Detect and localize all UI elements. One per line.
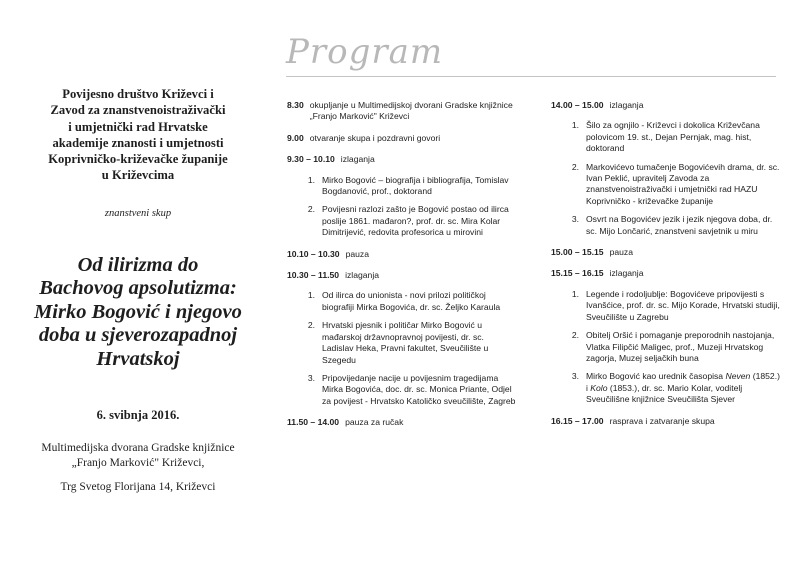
session-time: 10.10 – 10.30 <box>287 248 340 259</box>
talk-text: Hrvatski pjesnik i političar Mirko Bogović u mađarskoj državnopravnoj povijesti, dr. sc. Ladislav Heka, Pravni fakultet, Sveučilište u Szegedu <box>322 320 489 365</box>
session-time: 9.30 – 10.10 <box>287 154 335 165</box>
talk-text-part: (1852.) i <box>586 371 780 393</box>
address: Trg Svetog Florijana 14, Križevci <box>60 481 216 493</box>
talk-number: 3. <box>307 372 315 383</box>
session-time: 14.00 – 15.00 <box>551 100 604 110</box>
talk-text-part: (1853.), dr. sc. Mario Kolar, voditelj Sveučilišne knjižnice Sveučilišta Sjever <box>586 382 743 405</box>
event-type: znanstveni skup <box>104 208 172 219</box>
talk-item <box>287 290 517 313</box>
session-label: pauza <box>609 247 633 258</box>
heading-divider <box>286 76 776 77</box>
talk-text: Mirko Bogović – biografija i bibliografija, Tomislav Bogdanović, prof., doktorand <box>322 174 509 197</box>
session-time: 8.30 <box>287 100 304 110</box>
venue-line: „Franjo Marković" Križevci, <box>71 456 205 469</box>
organizers <box>22 86 254 184</box>
talk-text: Osvrt na Bogovićev jezik i jezik njegova doba, dr. sc. Mijo Lončarić, znanstveni savjetnik u miru <box>586 214 773 236</box>
title-line: Bachovog apsolutizma: <box>39 277 237 300</box>
session-label: otvaranje skupa i pozdravni govori <box>309 132 441 143</box>
talk-item <box>287 320 517 366</box>
event-title <box>14 254 262 371</box>
journal-title: Kolo <box>590 382 608 393</box>
venue-line: Multimedijska dvorana Gradske knjižnice <box>41 442 235 454</box>
talk-text: Pripovijedanje nacije u povijesnim tragedijama Mirka Bogovića, doc. dr. sc. Monica Priante, Odjel za povijest - Hrvatsko Katoličko sveučilište, Zagreb <box>322 372 516 406</box>
talk-text: Legende i rodoljublje: Bogovićeve pripovijesti s Ivanšćice, prof. dr. sc. Mijo Korade, Hrvatski studiji, Sveučilište u Zagrebu <box>586 288 780 322</box>
session <box>287 133 517 144</box>
talk-number: 2. <box>307 320 315 331</box>
organizer-line: Zavod za znanstvenoistraživački <box>50 103 226 118</box>
organizer-line: Koprivničko-križevačke županije <box>48 152 228 167</box>
session <box>551 268 783 279</box>
session-time: 11.50 – 14.00 <box>287 417 340 428</box>
program-heading: Program <box>286 32 444 72</box>
invitation-cover <box>0 0 276 566</box>
session-time: 10.30 – 11.50 <box>287 270 340 281</box>
talk-item <box>551 162 783 208</box>
talk-list <box>551 289 783 406</box>
session <box>287 417 517 428</box>
title-line: doba u sjeverozapadnoj <box>38 324 238 347</box>
journal-title: Neven <box>725 371 751 382</box>
session-label: izlaganja <box>609 268 644 279</box>
session-label: izlaganja <box>345 270 380 281</box>
session-label: rasprava i zatvaranje skupa <box>609 415 715 426</box>
title-line: Od ilirizma do <box>77 254 199 276</box>
title-line: Hrvatskoj <box>96 347 180 370</box>
session <box>287 154 517 165</box>
talk-item <box>551 289 783 323</box>
talk-number: 1. <box>307 290 315 301</box>
session <box>287 270 517 281</box>
talk-item <box>287 175 517 198</box>
talk-number: 2. <box>571 330 579 341</box>
talk-item <box>287 204 517 238</box>
organizer-line: u Križevcima <box>101 168 175 183</box>
talk-item <box>551 330 783 364</box>
session <box>287 249 517 260</box>
venue <box>0 441 276 470</box>
talk-list <box>287 175 517 239</box>
organizer-line: akademije znanosti i umjetnosti <box>52 135 224 150</box>
session-time: 15.15 – 16.15 <box>551 268 604 279</box>
talk-text: Šilo za ognjilo - Križevci i dokolica Križevčana polovicom 19. st., Dejan Pernjak, mag. hist, doktorand <box>586 120 760 154</box>
program-column-1 <box>287 100 517 439</box>
session-time: 15.00 – 15.15 <box>551 247 604 258</box>
talk-list <box>551 120 783 237</box>
talk-list <box>287 290 517 407</box>
talk-item <box>551 214 783 237</box>
session <box>287 100 517 123</box>
talk-number: 1. <box>571 120 579 131</box>
talk-number: 3. <box>571 214 579 225</box>
talk-number: 1. <box>307 174 315 185</box>
talk-text: Obitelj Oršić i pomaganje preporodnih nastojanja, Vlatka Filipčić Maligec, prof., Muzeji Hrvatskog zagorja, Muzej seljačkih buna <box>586 330 775 363</box>
talk-item <box>287 373 517 407</box>
talk-text: Povijesni razlozi zašto je Bogović postao od ilirca poslije 1861. mađaron?, prof. dr. sc. Mira Kolar Dimitrijević, redovita profesorica u mirovini <box>322 204 509 238</box>
title-line: Mirko Bogović i njegovo <box>34 300 242 323</box>
talk-number: 3. <box>571 371 579 382</box>
session <box>551 247 783 258</box>
session-label: pauza <box>345 248 369 259</box>
session-time: 16.15 – 17.00 <box>551 415 604 426</box>
event-date: 6. svibnja 2016. <box>96 408 180 422</box>
session <box>551 416 783 427</box>
organizer-line: i umjetnički rad Hrvatske <box>68 119 208 134</box>
talk-item <box>551 120 783 154</box>
talk-text-part: Mirko Bogović kao urednik časopisa <box>586 371 726 382</box>
talk-item <box>551 371 783 405</box>
session-label: izlaganja <box>340 154 375 165</box>
talk-text <box>586 371 783 405</box>
session-label: pauza za ručak <box>345 417 404 428</box>
organizer-line: Povijesno društvo Križevci i <box>62 87 214 101</box>
talk-number: 2. <box>571 161 579 172</box>
session <box>551 100 783 111</box>
program-column-2 <box>551 100 783 437</box>
talk-text: Od ilirca do unionista - novi prilozi političkoj biografiji Mirka Bogovića, dr. sc. Željko Karaula <box>322 290 501 312</box>
session-time: 9.00 <box>287 132 304 143</box>
talk-text: Markovićevo tumačenje Bogovićevih drama, dr. sc. Ivan Peklić, upravitelj Zavoda za znanstvenoistraživački i umjetnički rad HAZU Koprivničko - križevačke županije <box>586 161 780 206</box>
session-label: izlaganja <box>609 100 644 110</box>
session-label: okupljanje u Multimedijskoj dvorani Gradske knjižnice „Franjo Marković" Križevci <box>309 100 513 122</box>
talk-number: 2. <box>307 204 315 215</box>
talk-number: 1. <box>571 288 579 299</box>
